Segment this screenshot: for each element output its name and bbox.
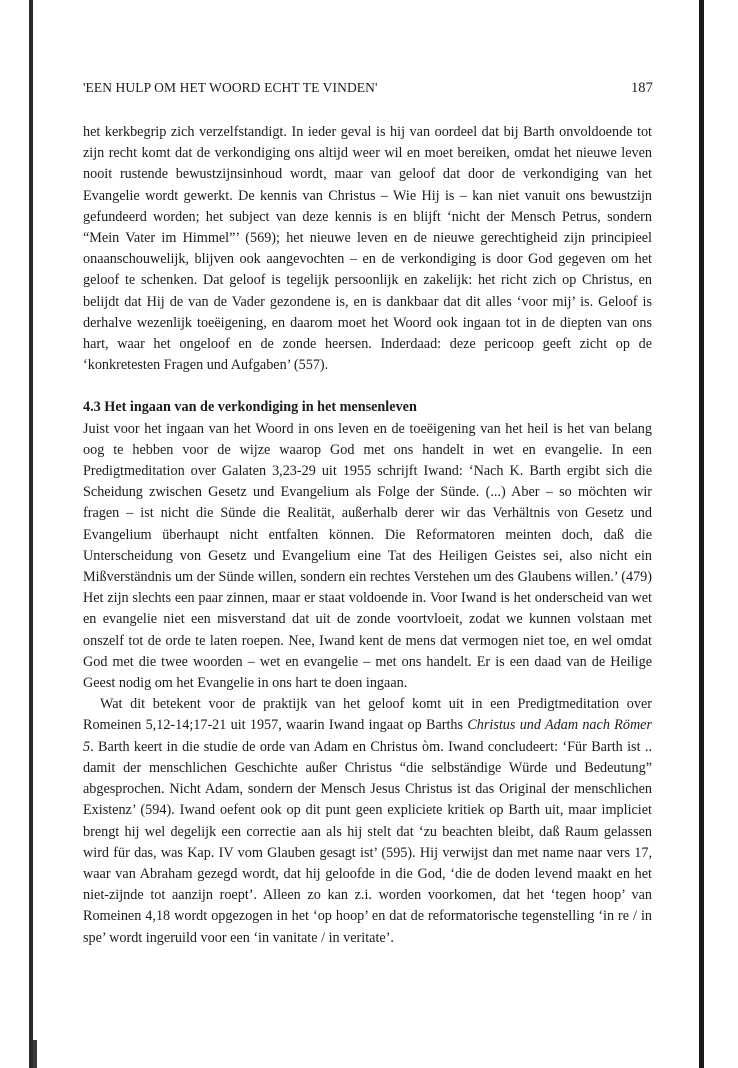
paragraph-rest-text: . Barth keert in die studie de orde van Adam en Christus òm. Iwand concludeert: ‘Für Barth ist .. damit der menschlichen Geschichte außer Christus “die selbständige Würde und Bedeutung” abgesprochen. Nicht Adam, sondern der Mensch Jesus Christus ist das Original der menschlichen Existenz’ (594). Iwand oefent ook op dit punt geen expliciete kritiek op Barth uit, maar impliciet brengt hij wel degelijk een correctie aan als hij stelt dat ‘zu beachten bleibt, daß Raum gelassen wird für das, was Kap. IV vom Glauben gesagt ist’ (595). Hij verwijst dan met name naar vers 17, waar van Abraham gezegd wordt, dat hij geloofde in die God, ‘die de doden levend maakt en het niet-zijnde tot aanzijn roept’. Alleen zo kan z.i. worden voorkomen, dat het ‘tegen hoop’ van Romeinen 4,18 wordt opgezogen in het ‘op hoop’ en dat de reformatorische tegenstelling ‘in re / in spe’ wordt ingeruild voor een ‘in vanitate / in veritate’.: [83, 738, 652, 946]
paragraph-wet-en-evangelie: Juist voor het ingaan van het Woord in ons leven en de toeëigening van het heil is het van belang oog te hebben voor de wijze waarop God met ons handelt in wet en evangelie. In een Predigtmeditation over Galaten 3,23-29 uit 1955 schrijft Iwand: ‘Nach K. Barth ergibt sich die Scheidung zwischen Gesetz und Evangelium als Folge der Sünde. (...) Aber – so möchten wir fragen – ist nicht die Sünde die Realität, außerhalb derer wir das Verhältnis von Gesetz und Evangelium überhaupt nicht entfalten können. Die Reformatoren meinten doch, daß die Unterscheidung von Gesetz und Evangelium eine Tat des Heiligen Geistes sei, also nicht ein Mißverständnis um der Sünde willen, sondern ein rechtes Verstehen um des Glaubens willen.’ (479) Het zijn slechts een paar zinnen, maar er staat voldoende in. Voor Iwand is het onderscheid van wet en evangelie niet een misverstand dat uit de zonde voortvloeit, zodat we kunnen volstaan met onszelf tot de orde te laten roepen. Nee, Iwand kent de mens dat vermogen niet toe, en wel omdat God met die twee woorden – wet en evangelie – met ons handelt. Er is een daad van de Heilige Geest nodig om het Evangelie in ons hart te doen ingaan.: [83, 420, 652, 692]
scan-left-edge-notch: [33, 1040, 37, 1068]
continuation-paragraph: het kerkbegrip zich verzelfstandigt. In ieder geval is hij van oordeel dat bij Barth onvoldoende tot zijn recht komt dat de verkondiging ons altijd weer wil en moet bereiken, omdat het nieuwe leven nooit rustende bewustzijnsinhoud wordt, maar van geloof dat door de verkondiging van het Evangelie wordt gewerkt. De kennis van Christus – Wie Hij is – kan niet vanuit ons bewustzijn gefundeerd worden; het subject van deze kennis is en blijft ‘nicht der Mensch Petrus, sondern “Mein Vater im Himmel”’ (569); het nieuwe leven en de nieuwe gerechtigheid zijn principieel onaanschouwelijk, blijven ook aangevochten – en de verkondiging is door God gegeven om het geloof te schenken. Dat geloof is tegelijk persoonlijk en zakelijk: het richt zich op Christus, en belijdt dat Hij de van de Vader gezondene is, en is dankbaar dat dit alles ‘voor mij’ is. Geloof is derhalve wezenlijk toeëigening, en daarom moet het Woord ook ingaan tot in de diepten van ons hart, waar het ongeloof en de zonde heersen. Inderdaad: deze pericoop geeft zicht op de ‘konkretesten Fragen und Aufgaben’ (557).: [83, 124, 652, 374]
page-number: 187: [630, 80, 653, 96]
book-title-italic: Christus und Adam nach Römer 5: [83, 717, 653, 755]
scan-left-edge-shadow: [29, 0, 33, 1068]
scan-right-edge-shadow: [699, 0, 704, 1068]
section-heading: 4.3 Het ingaan van de verkondiging in het mensenleven: [83, 399, 417, 416]
paragraph-intro-text: Wat dit betekent voor de praktijk van het geloof komt uit in een Predigtmeditation over Romeinen 5,12-14;17-21 uit 1957, waarin Iwand ingaat op Barths: [83, 696, 652, 734]
body-text: [83, 122, 652, 949]
paragraph-christus-und-adam: [83, 694, 652, 948]
running-head-title: 'EEN HULP OM HET WOORD ECHT TE VINDEN': [83, 80, 378, 95]
